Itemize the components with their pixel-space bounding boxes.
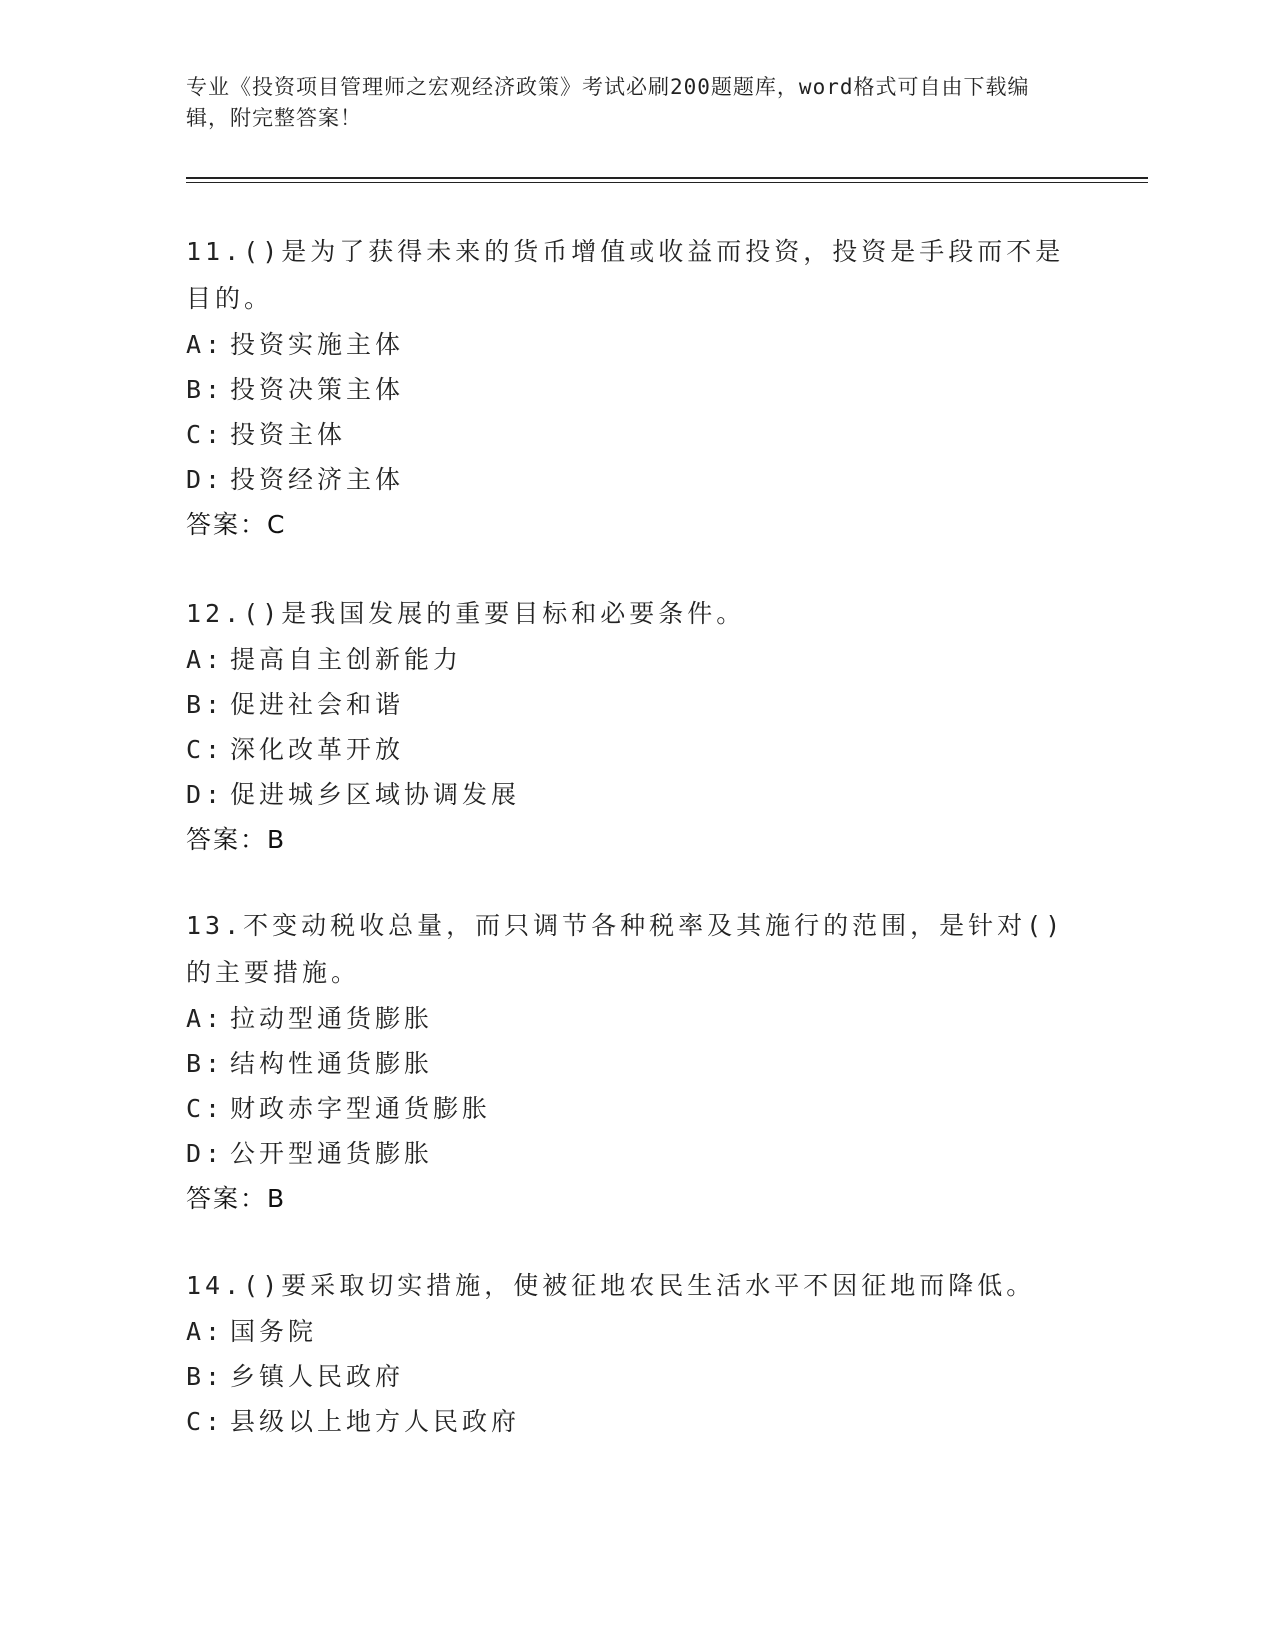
option-c: C: 财政赤字型通货膨胀 — [186, 1094, 492, 1123]
option-c: C: 县级以上地方人民政府 — [186, 1407, 521, 1436]
option-d: D: 公开型通货膨胀 — [186, 1139, 434, 1168]
option-c: C: 深化改革开放 — [186, 735, 405, 764]
option-b: B: 乡镇人民政府 — [186, 1362, 405, 1391]
question-block — [186, 590, 1066, 863]
option-b: B: 结构性通货膨胀 — [186, 1049, 434, 1078]
question-stem: 11.()是为了获得未来的货币增值或收益而投资，投资是手段而不是目的。 — [186, 237, 1065, 313]
question-block — [186, 1262, 1066, 1444]
document-header: 专业《投资项目管理师之宏观经济政策》考试必刷200题题库，word格式可自由下载编辑，附完整答案！ — [186, 75, 1030, 130]
question-stem: 14.()要采取切实措施，使被征地农民生活水平不因征地而降低。 — [186, 1271, 1036, 1300]
header-divider-thin — [186, 182, 1148, 183]
question-stem: 12.()是我国发展的重要目标和必要条件。 — [186, 599, 746, 628]
header-divider-thick — [186, 177, 1148, 179]
option-d: D: 投资经济主体 — [186, 465, 405, 494]
option-a: A: 提高自主创新能力 — [186, 645, 463, 674]
option-c: C: 投资主体 — [186, 420, 347, 449]
question-block — [186, 228, 1066, 548]
option-d: D: 促进城乡区域协调发展 — [186, 780, 521, 809]
question-stem: 13.不变动税收总量，而只调节各种税率及其施行的范围，是针对()的主要措施。 — [186, 911, 1065, 987]
option-a: A: 拉动型通货膨胀 — [186, 1004, 434, 1033]
answer-line: 答案：C — [186, 510, 287, 539]
option-b: B: 投资决策主体 — [186, 375, 405, 404]
answer-line: 答案：B — [186, 1184, 287, 1213]
option-b: B: 促进社会和谐 — [186, 690, 405, 719]
answer-line: 答案：B — [186, 825, 287, 854]
option-a: A: 国务院 — [186, 1317, 318, 1346]
question-block — [186, 902, 1066, 1222]
option-a: A: 投资实施主体 — [186, 330, 405, 359]
